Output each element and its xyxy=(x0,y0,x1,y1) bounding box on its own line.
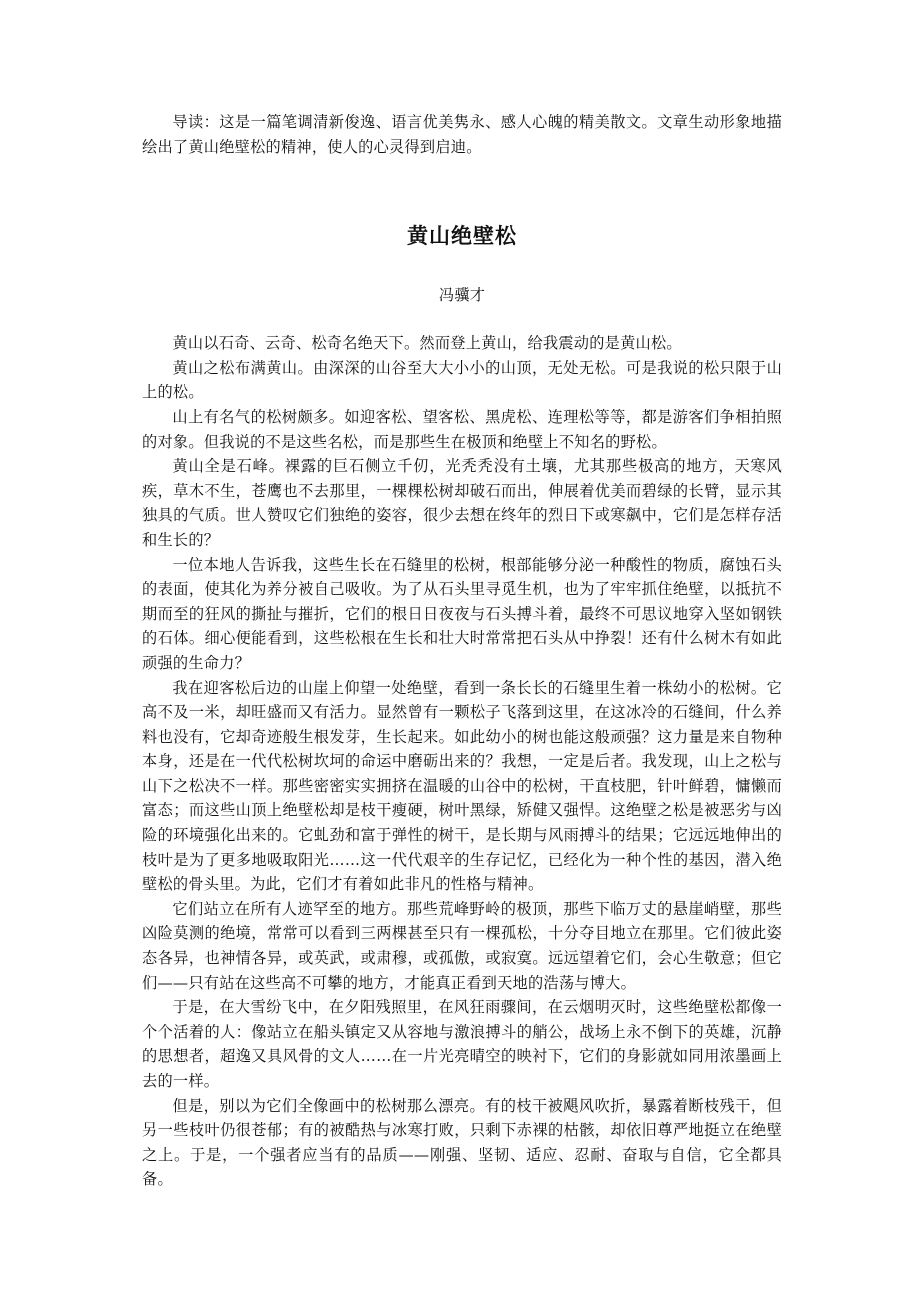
body-paragraph: 一位本地人告诉我，这些生长在石缝里的松树，根部能够分泌一种酸性的物质，腐蚀石头的表面，使其化为养分被自己吸收。为了从石头里寻觅生机，也为了牢牢抓住绝壁，以抵抗不期而至的狂风的撕扯与摧折，它们的根日日夜夜与石头搏斗着，最终不可思议地穿入坚如钢铁的石体。细心便能看到，这些松根在生长和壮大时常常把石头从中挣裂！还有什么树木有如此顽强的生命力？ xyxy=(142,555,782,672)
article-title: 黄山绝壁松 xyxy=(407,223,517,249)
body-paragraph: 但是，别以为它们全像画中的松树那么漂亮。有的枝干被飓风吹折，暴露着断枝残干，但另一些枝叶仍很苍郁；有的被酷热与冰寒打败，只剩下赤裸的枯骸，却依旧尊严地挺立在绝壁之上。于是，一个强者应当有的品质——刚强、坚韧、适应、忍耐、奋取与自信，它全都具备。 xyxy=(142,1096,782,1189)
author-name: 冯骥才 xyxy=(438,286,486,305)
body-paragraph: 黄山以石奇、云奇、松奇名绝天下。然而登上黄山，给我震动的是黄山松。 xyxy=(172,334,682,353)
body-paragraph: 黄山之松布满黄山。由深深的山谷至大大小小的山顶，无处无松。可是我说的松只限于山上的松。 xyxy=(142,358,782,402)
body-paragraph: 山上有名气的松树颇多。如迎客松、望客松、黑虎松、连理松等等，都是游客们争相拍照的对象。但我说的不是这些名松，而是那些生在极顶和绝壁上不知名的野松。 xyxy=(142,407,782,451)
article-body xyxy=(142,331,782,1192)
body-paragraph: 黄山全是石峰。裸露的巨石侧立千仞，光秃秃没有土壤，尤其那些极高的地方，天寒风疾，草木不生，苍鹰也不去那里，一棵棵松树却破石而出，伸展着优美而碧绿的长臂，显示其独具的气质。世人赞叹它们独绝的姿容，很少去想在终年的烈日下或寒飙中，它们是怎样存活和生长的？ xyxy=(142,457,782,549)
body-paragraph: 它们站立在所有人迹罕至的地方。那些荒峰野岭的极顶，那些下临万丈的悬崖峭壁，那些凶险莫测的绝境，常常可以看到三两棵甚至只有一棵孤松，十分夺目地立在那里。它们彼此姿态各异，也神情各异，或英武，或肃穆，或孤傲，或寂寞。远远望着它们，会心生敬意；但它们——只有站在这些高不可攀的地方，才能真正看到天地的浩荡与博大。 xyxy=(142,899,782,992)
document-page xyxy=(142,110,782,1192)
intro-paragraph: 导读：这是一篇笔调清新俊逸、语言优美隽永、感人心魄的精美散文。文章生动形象地描绘出了黄山绝壁松的精神，使人的心灵得到启迪。 xyxy=(142,113,782,156)
body-paragraph: 于是，在大雪纷飞中，在夕阳残照里，在风狂雨骤间，在云烟明灭时，这些绝壁松都像一个个活着的人：像站立在船头镇定又从容地与激浪搏斗的艄公，战场上永不倒下的英雄，沉静的思想者，超逸又具风骨的文人……在一片光亮晴空的映衬下，它们的身影就如同用浓墨画上去的一样。 xyxy=(142,998,782,1090)
body-paragraph: 我在迎客松后边的山崖上仰望一处绝壁，看到一条长长的石缝里生着一株幼小的松树。它高不及一米，却旺盛而又有活力。显然曾有一颗松子飞落到这里，在这冰冷的石缝间，什么养料也没有，它却奇迹般生根发芽，生长起来。如此幼小的树也能这般顽强？这力量是来自物种本身，还是在一代代松树坎坷的命运中磨砺出来的？我想，一定是后者。我发现，山上之松与山下之松决不一样。那些密密实实拥挤在温暖的山谷中的松树，干直枝肥，针叶鲜碧，慵懒而富态；而这些山顶上绝壁松却是枝干瘦硬，树叶黑绿，矫健又强悍。这绝壁之松是被恶劣与凶险的环境强化出来的。它虬劲和富于弹性的树干，是长期与风雨搏斗的结果；它远远地伸出的枝叶是为了更多地吸取阳光……这一代代艰辛的生存记忆，已经化为一种个性的基因，潜入绝壁松的骨头里。为此，它们才有着如此非凡的性格与精神。 xyxy=(142,678,782,894)
